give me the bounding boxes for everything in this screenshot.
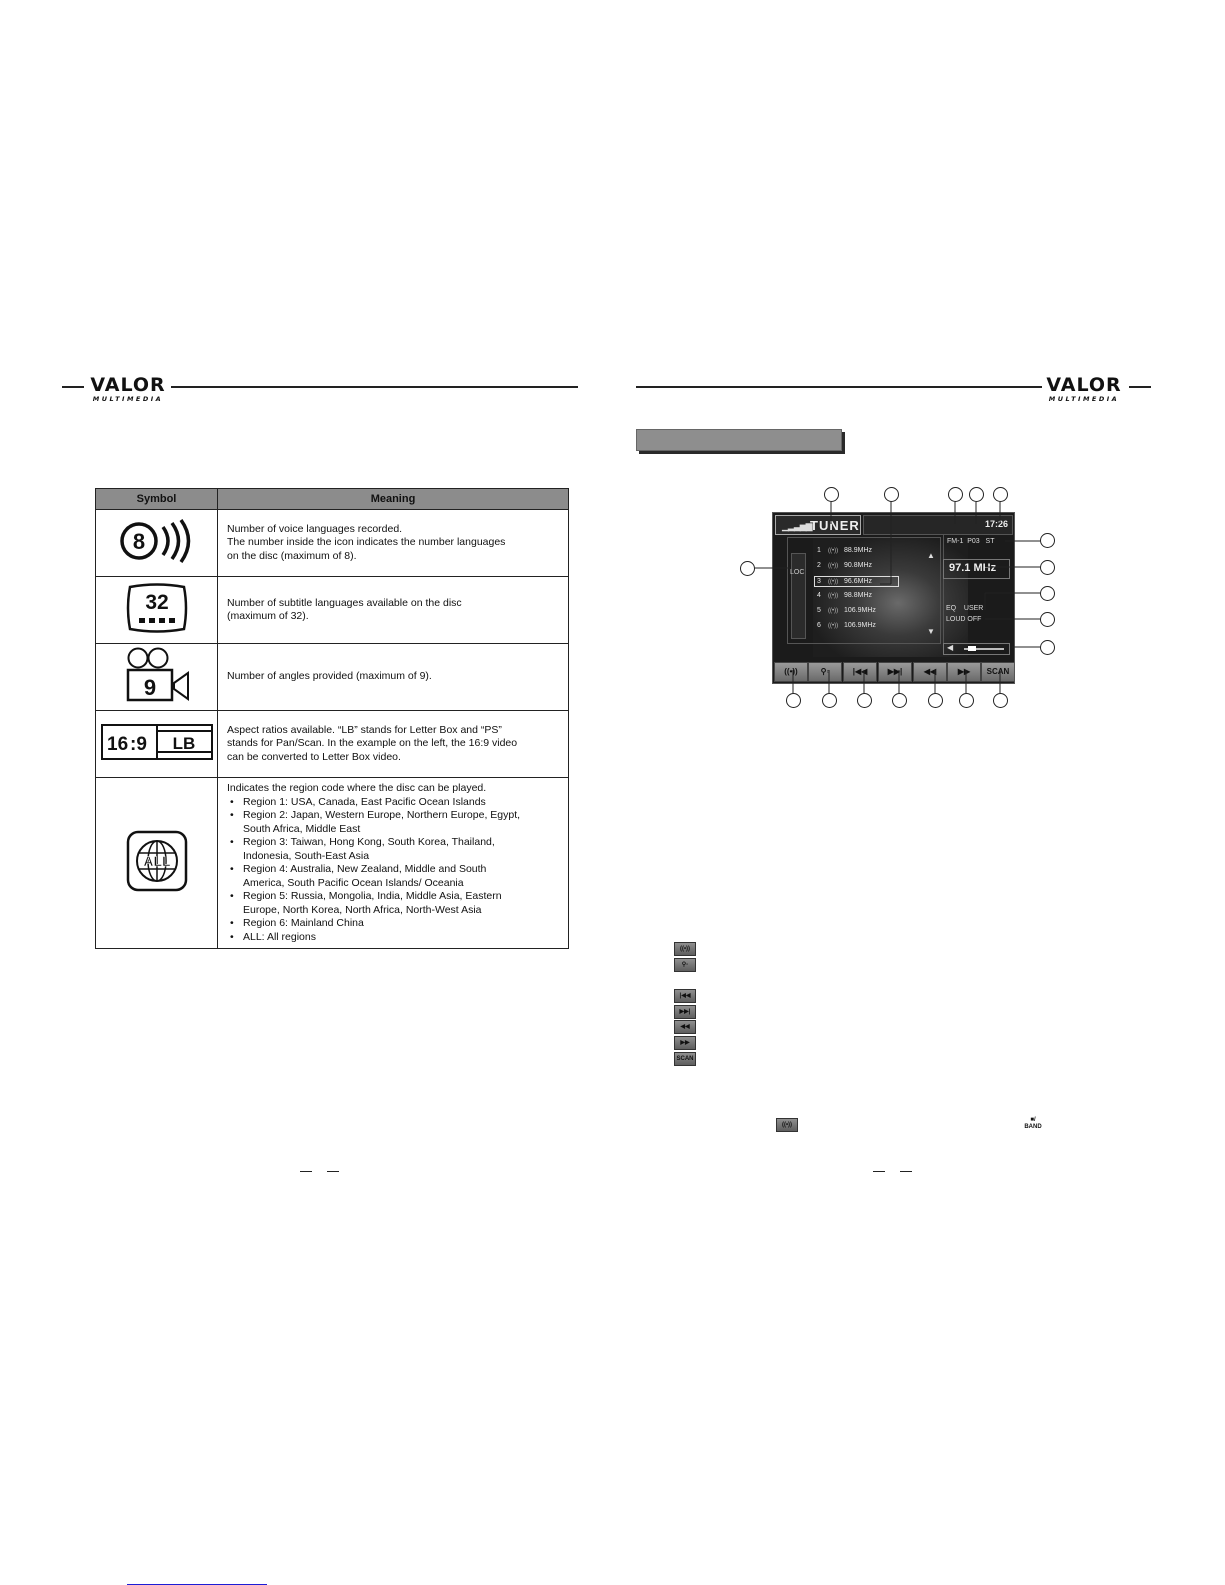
symbol-column-header: Symbol <box>96 489 218 510</box>
right-page-number-mark <box>900 1171 912 1172</box>
callout-marker <box>969 487 984 502</box>
preset-item[interactable]: 6 ((•)) 106.9MHz <box>817 622 876 629</box>
callout-marker <box>740 561 755 576</box>
loud-value: OFF <box>967 616 982 623</box>
region-line: South Africa, Middle East <box>243 822 361 835</box>
callout-marker <box>857 693 872 708</box>
band-icon: ((•)) <box>674 942 696 956</box>
eq-value: USER <box>963 605 984 612</box>
antenna-icon: ((•)) <box>828 608 839 614</box>
fast-forward-icon: ▶▶ <box>674 1036 696 1050</box>
region-line: Indonesia, South-East Asia <box>243 849 370 862</box>
tuner-title: TUNER <box>810 518 860 533</box>
eq-label: EQ <box>946 605 957 612</box>
region-line: Europe, North Korea, North Africa, North-West Asia <box>243 903 482 916</box>
callout-marker <box>822 693 837 708</box>
callout-marker <box>884 487 899 502</box>
stereo-indicator: ST <box>985 538 995 545</box>
speaker-icon: ◀ <box>947 643 954 652</box>
preset-item-selected[interactable]: 3 ((•)) 96.6MHz <box>814 576 899 587</box>
meaning-line: on the disc (maximum of 8). <box>227 549 357 562</box>
brand-name: VALOR <box>1046 374 1122 396</box>
meaning-line: The number inside the icon indicates the number languages <box>227 536 506 549</box>
callout-marker <box>1040 586 1055 601</box>
fast-forward-icon: ▶▶ <box>957 667 971 676</box>
region-line: Region 5: Russia, Mongolia, India, Middle Asia, Eastern <box>243 890 502 902</box>
meaning-line: Number of voice languages recorded. <box>227 522 403 535</box>
clock: 17:26 <box>984 519 1008 529</box>
callout-marker <box>928 693 943 708</box>
region-line: Region 3: Taiwan, Hong Kong, South Korea, Thailand, <box>243 836 495 848</box>
meaning-line: stands for Pan/Scan. In the example on the left, the 16:9 video <box>227 737 518 750</box>
preset-item[interactable]: 5 ((•)) 106.9MHz <box>817 607 876 614</box>
next-track-icon: ▶▶| <box>674 1005 696 1019</box>
meaning-line: Number of subtitle languages available on the disc <box>227 596 462 609</box>
callout-marker <box>959 693 974 708</box>
aspect-ratio-height: :9 <box>129 733 147 755</box>
band-name: FM-1 <box>947 538 964 545</box>
rewind-icon: ◀◀ <box>923 667 937 676</box>
subtitle-languages-count: 32 <box>144 590 169 614</box>
frequency-value: 97.1 MHz <box>949 562 997 574</box>
scroll-down-icon[interactable]: ▼ <box>927 627 935 636</box>
callout-marker <box>993 693 1008 708</box>
band-key-icon <box>1022 1117 1044 1131</box>
band-key-symbol: ■/ <box>1030 1117 1036 1123</box>
antenna-icon: ((•)) <box>828 579 839 585</box>
brand-tagline: MULTIMEDIA <box>92 395 164 403</box>
brand-name: VALOR <box>90 374 166 396</box>
previous-track-icon: |◀◀ <box>852 667 868 676</box>
equalizer-icon: ▁▂▃▅▆ <box>782 521 812 531</box>
antenna-icon: ((•)) <box>828 593 839 599</box>
meaning-line: can be converted to Letter Box video. <box>227 750 401 763</box>
region-line: Region 6: Mainland China <box>243 917 364 929</box>
band-icon: ((•)) <box>776 1118 798 1132</box>
meaning-line: Number of angles provided (maximum of 9). <box>227 670 432 683</box>
meaning-line: (maximum of 32). <box>227 610 309 622</box>
search-icon: ⚲▫ <box>674 958 696 972</box>
meaning-line: Aspect ratios available. “LB” stands for Letter Box and “PS” <box>227 723 502 736</box>
region-line: ALL: All regions <box>243 930 316 943</box>
audio-languages-count: 8 <box>132 528 145 554</box>
brand-tagline: MULTIMEDIA <box>1048 395 1120 403</box>
antenna-icon: ((•)) <box>828 623 839 629</box>
region-line: Region 4: Australia, New Zealand, Middle and South <box>243 863 487 875</box>
callout-marker <box>1040 612 1055 627</box>
preset-item[interactable]: 4 ((•)) 98.8MHz <box>817 592 873 599</box>
callout-marker <box>1040 533 1055 548</box>
preset-item[interactable]: 1 ((•)) 88.9MHz <box>817 547 873 554</box>
loud-label: LOUD <box>946 616 966 623</box>
antenna-icon: ((•)) <box>828 563 839 569</box>
band-key-label: BAND <box>1024 1124 1042 1130</box>
band-icon: ((•)) <box>784 667 798 676</box>
region-intro: Indicates the region code where the disc can be played. <box>227 782 487 794</box>
scan-icon: SCAN <box>674 1052 696 1066</box>
preset-number: P03 <box>967 538 980 545</box>
right-page-number-mark <box>873 1171 885 1172</box>
antenna-icon: ((•)) <box>828 548 839 554</box>
aspect-ratio-width: 16 <box>106 733 128 755</box>
region-code-label: ALL <box>142 852 171 869</box>
previous-track-icon: |◀◀ <box>674 989 696 1003</box>
preset-item[interactable]: 2 ((•)) 90.8MHz <box>817 562 873 569</box>
letterbox-label: LB <box>172 733 195 753</box>
meaning-column-header: Meaning <box>218 489 569 510</box>
callout-marker <box>824 487 839 502</box>
callout-marker <box>993 487 1008 502</box>
callout-marker <box>948 487 963 502</box>
scan-button[interactable]: SCAN <box>981 662 1015 682</box>
loc-label: LOC <box>790 569 805 576</box>
scroll-up-icon[interactable]: ▲ <box>927 551 935 560</box>
callout-marker <box>786 693 801 708</box>
region-line: Region 1: USA, Canada, East Pacific Ocean Islands <box>243 795 486 808</box>
callout-marker <box>1040 560 1055 575</box>
camera-angles-count: 9 <box>143 674 156 700</box>
callout-marker <box>1040 640 1055 655</box>
next-track-icon: ▶▶| <box>887 667 903 676</box>
rewind-icon: ◀◀ <box>674 1020 696 1034</box>
region-line: Region 2: Japan, Western Europe, Northern Europe, Egypt, <box>243 809 521 821</box>
region-line: America, South Pacific Ocean Islands/ Oceania <box>243 876 464 889</box>
search-icon: ⚲▫ <box>820 667 830 676</box>
callout-marker <box>892 693 907 708</box>
